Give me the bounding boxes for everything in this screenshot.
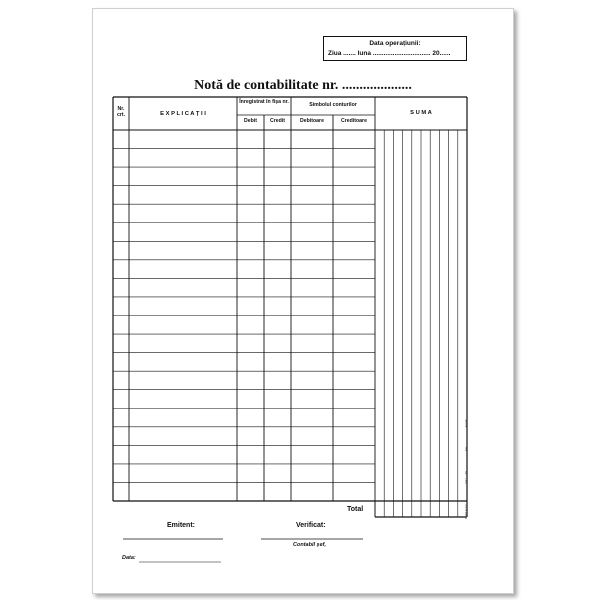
- header-simbolul: Simbolul conturilor: [309, 102, 357, 108]
- header-explicatii: E X P L I C A Ț I I: [160, 111, 206, 117]
- form-sheet: [92, 8, 514, 594]
- printer-imprint-text: Tipărit la S.C. ......................... S.R.L. · Tel. ......................... Fax ......................... E-mail: .........................: [465, 400, 468, 519]
- header-inregistrat: Înregistrat în fișa nr.: [239, 99, 289, 105]
- printer-imprint: [465, 351, 473, 519]
- total-label: Total: [347, 506, 364, 513]
- header-creditoare: Creditoare: [341, 118, 367, 124]
- emitent-label: Emitent:: [167, 522, 195, 529]
- operation-date-title: Data operațiunii:: [369, 40, 421, 47]
- header-suma: S U M A: [410, 110, 432, 116]
- contabil-sef-label: Contabil șef,: [293, 542, 327, 548]
- document-title: Notă de contabilitate nr. ....................: [194, 78, 412, 93]
- verificat-label: Verificat:: [296, 522, 326, 529]
- header-credit: Credit: [270, 118, 285, 124]
- header-nr-crt: Nr. crt.: [116, 106, 126, 118]
- operation-date-line: Ziua ....... luna ................................ 20......: [328, 50, 451, 57]
- header-debitoare: Debitoare: [300, 118, 324, 124]
- data-label: Data:: [122, 555, 136, 561]
- ledger-table: [93, 9, 513, 593]
- header-debit: Debit: [244, 118, 257, 124]
